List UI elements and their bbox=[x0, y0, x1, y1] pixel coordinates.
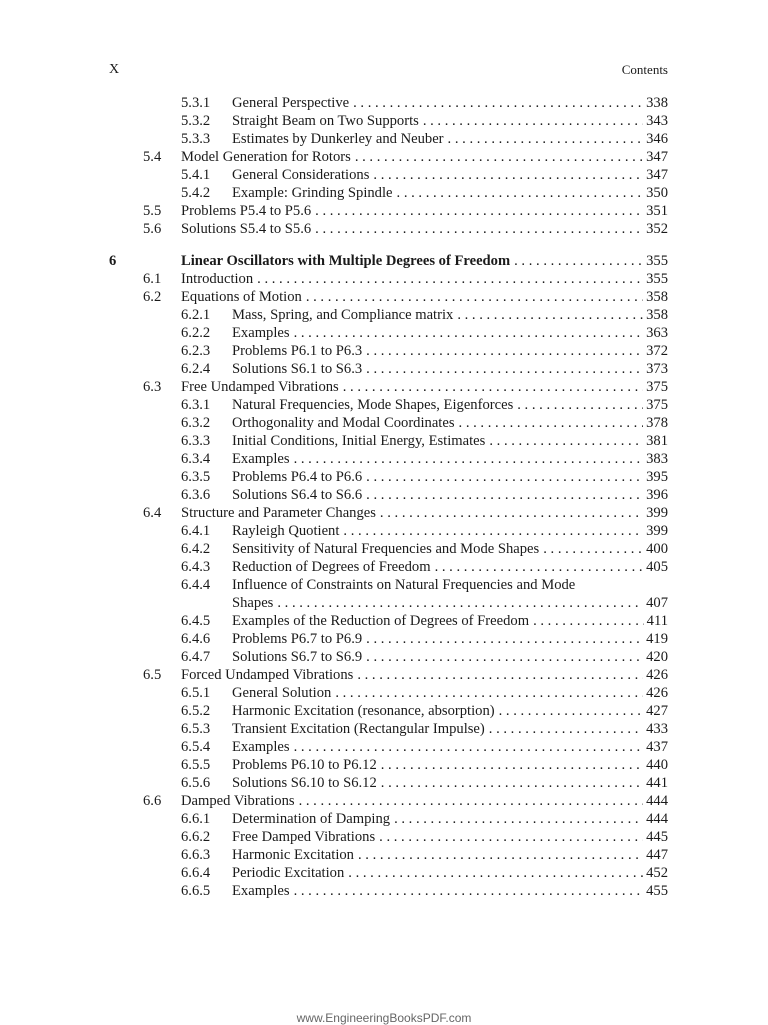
toc-entry-title: Transient Excitation (Rectangular Impulse) bbox=[232, 721, 485, 737]
toc-entry-line bbox=[232, 882, 668, 900]
toc-entry-line bbox=[232, 342, 668, 360]
toc-section-entry[interactable] bbox=[109, 270, 668, 288]
toc-entry-number: 6.4.5 bbox=[181, 613, 211, 629]
toc-entry-page: 350 bbox=[646, 185, 668, 201]
toc-entry-number: 5.5 bbox=[143, 203, 162, 219]
toc-entry-title: Examples bbox=[232, 325, 290, 341]
toc-dot-leader bbox=[448, 130, 644, 148]
toc-entry-page: 399 bbox=[646, 523, 668, 539]
toc-subsection-entry[interactable] bbox=[109, 648, 668, 666]
toc-entry-line bbox=[232, 828, 668, 846]
toc-entry-line bbox=[232, 810, 668, 828]
toc-entry-number: 6.6.2 bbox=[181, 829, 211, 845]
toc-dot-leader bbox=[489, 720, 643, 738]
toc-entry-title: Solutions S6.7 to S6.9 bbox=[232, 649, 363, 665]
toc-entry-line bbox=[232, 594, 668, 612]
toc-subsection-entry[interactable] bbox=[109, 630, 668, 648]
toc-entry-number: 6.2.4 bbox=[181, 361, 211, 377]
toc-subsection-entry[interactable] bbox=[109, 558, 668, 576]
toc-entry-title: Problems P6.10 to P6.12 bbox=[232, 757, 377, 773]
toc-dot-leader bbox=[514, 252, 643, 270]
toc-dot-leader bbox=[489, 432, 643, 450]
toc-entry-number: 6.6.3 bbox=[181, 847, 211, 863]
toc-dot-leader bbox=[294, 738, 644, 756]
toc-entry-number: 6.6.5 bbox=[181, 883, 211, 899]
toc-subsection-entry[interactable] bbox=[109, 130, 668, 148]
toc-entry-page: 396 bbox=[646, 487, 668, 503]
toc-entry-number: 6.5.2 bbox=[181, 703, 211, 719]
toc-entry-page: 358 bbox=[646, 289, 668, 305]
toc-entry-number: 5.4.2 bbox=[181, 185, 211, 201]
toc-entry-line bbox=[232, 558, 668, 576]
toc-subsection-entry[interactable] bbox=[109, 846, 668, 864]
toc-entry-page: 343 bbox=[646, 113, 668, 129]
toc-entry-page: 426 bbox=[646, 685, 668, 701]
toc-subsection-entry[interactable] bbox=[109, 342, 668, 360]
toc-entry-title: Examples bbox=[232, 739, 290, 755]
toc-entry-page: 338 bbox=[646, 95, 668, 111]
toc-entry-title: Problems P6.7 to P6.9 bbox=[232, 631, 363, 647]
toc-subsection-entry[interactable] bbox=[109, 324, 668, 342]
toc-entry-number: 6.4.2 bbox=[181, 541, 211, 557]
toc-entry-title: Periodic Excitation bbox=[232, 865, 345, 881]
toc-subsection-entry[interactable] bbox=[109, 396, 668, 414]
toc-dot-leader bbox=[343, 378, 643, 396]
toc-dot-leader bbox=[459, 414, 644, 432]
toc-dot-leader bbox=[366, 648, 643, 666]
toc-entry-line bbox=[232, 94, 668, 112]
toc-section-entry[interactable] bbox=[109, 378, 668, 396]
toc-dot-leader bbox=[366, 342, 643, 360]
toc-entry-line bbox=[232, 648, 668, 666]
toc-subsection-entry[interactable] bbox=[109, 94, 668, 112]
toc-entry-page: 347 bbox=[646, 167, 668, 183]
toc-dot-leader bbox=[379, 828, 643, 846]
toc-subsection-entry[interactable] bbox=[109, 828, 668, 846]
toc-entry-title: General Considerations bbox=[232, 167, 370, 183]
toc-entry-title: Example: Grinding Spindle bbox=[232, 185, 393, 201]
toc-subsection-entry[interactable] bbox=[109, 184, 668, 202]
toc-entry-number: 6.3.3 bbox=[181, 433, 211, 449]
toc-subsection-entry[interactable] bbox=[109, 522, 668, 540]
toc-dot-leader bbox=[435, 558, 644, 576]
toc-entry-line bbox=[232, 130, 668, 148]
toc-entry-page: 420 bbox=[646, 649, 668, 665]
toc-dot-leader bbox=[381, 756, 643, 774]
toc-subsection-entry[interactable] bbox=[109, 414, 668, 432]
toc-subsection-entry[interactable] bbox=[109, 306, 668, 324]
toc-entry-title: Model Generation for Rotors bbox=[181, 149, 351, 165]
toc-entry-page: 372 bbox=[646, 343, 668, 359]
toc-entry-line bbox=[181, 288, 668, 306]
toc-entry-title: Introduction bbox=[181, 271, 254, 287]
toc-entry-line bbox=[181, 666, 668, 684]
toc-entry-number: 5.3.2 bbox=[181, 113, 211, 129]
toc-entry-number: 6.2.3 bbox=[181, 343, 211, 359]
toc-entry-line bbox=[232, 702, 668, 720]
toc-entry-line bbox=[232, 846, 668, 864]
toc-dot-leader bbox=[358, 846, 643, 864]
toc-entry-line bbox=[232, 360, 668, 378]
toc-entry-number: 6.6.1 bbox=[181, 811, 211, 827]
watermark-url: www.EngineeringBooksPDF.com bbox=[296, 1011, 472, 1025]
toc-entry-number: 6.5.6 bbox=[181, 775, 211, 791]
toc-entry-line bbox=[181, 148, 668, 166]
toc-entry-page: 441 bbox=[646, 775, 668, 791]
toc-entry-line bbox=[232, 414, 668, 432]
toc-entry-line bbox=[181, 792, 668, 810]
toc-entry-number: 6.4.6 bbox=[181, 631, 211, 647]
toc-subsection-entry[interactable] bbox=[109, 450, 668, 468]
toc-entry-title: Examples bbox=[232, 451, 290, 467]
toc-entry-line bbox=[232, 774, 668, 792]
toc-entry-line bbox=[232, 324, 668, 342]
toc-entry-number: 6.4 bbox=[143, 505, 162, 521]
toc-entry-line bbox=[232, 738, 668, 756]
toc-entry-title: Straight Beam on Two Supports bbox=[232, 113, 419, 129]
toc-entry-title: Equations of Motion bbox=[181, 289, 302, 305]
toc-entry-line bbox=[181, 220, 668, 238]
toc-subsection-entry[interactable] bbox=[109, 720, 668, 738]
toc-dot-leader bbox=[294, 882, 644, 900]
toc-subsection-entry[interactable] bbox=[109, 166, 668, 184]
toc-entry-line bbox=[181, 378, 668, 396]
toc-entry-title: Determination of Damping bbox=[232, 811, 391, 827]
toc-section-entry[interactable] bbox=[109, 504, 668, 522]
toc-dot-leader bbox=[294, 324, 644, 342]
running-title: Contents bbox=[621, 62, 668, 77]
toc-entry-title: Forced Undamped Vibrations bbox=[181, 667, 354, 683]
toc-entry-line bbox=[232, 450, 668, 468]
toc-entry-title: Reduction of Degrees of Freedom bbox=[232, 559, 431, 575]
toc-entry-line bbox=[232, 306, 668, 324]
toc-subsection-entry[interactable] bbox=[109, 540, 668, 558]
toc-subsection-entry[interactable] bbox=[109, 468, 668, 486]
toc-entry-line bbox=[181, 270, 668, 288]
toc-entry-number: 5.3.1 bbox=[181, 95, 211, 111]
toc-dot-leader bbox=[348, 864, 643, 882]
toc-entry-page: 375 bbox=[646, 397, 668, 413]
toc-entry-title: Solutions S6.4 to S6.6 bbox=[232, 487, 363, 503]
toc-entry-line bbox=[232, 684, 668, 702]
toc-subsection-entry[interactable] bbox=[109, 810, 668, 828]
toc-subsection-entry[interactable] bbox=[109, 112, 668, 130]
toc-entry-page: 426 bbox=[646, 667, 668, 683]
toc-subsection-entry[interactable] bbox=[109, 684, 668, 702]
page-header bbox=[109, 62, 668, 82]
toc-entry-title: Problems P6.4 to P6.6 bbox=[232, 469, 363, 485]
toc-entry-line bbox=[232, 112, 668, 130]
toc-subsection-entry[interactable] bbox=[109, 774, 668, 792]
toc-entry-page: 399 bbox=[646, 505, 668, 521]
toc-dot-leader bbox=[397, 184, 644, 202]
toc-entry-title: Rayleigh Quotient bbox=[232, 523, 340, 539]
toc-entry-page: 433 bbox=[646, 721, 668, 737]
toc-entry-number: 6.5 bbox=[143, 667, 162, 683]
toc-entry-title: Natural Frequencies, Mode Shapes, Eigenforces bbox=[232, 397, 514, 413]
toc-entry-page: 378 bbox=[646, 415, 668, 431]
toc-entry-page: 363 bbox=[646, 325, 668, 341]
toc-dot-leader bbox=[366, 486, 643, 504]
toc-dot-leader bbox=[533, 612, 644, 630]
toc-entry-number: 5.4.1 bbox=[181, 167, 211, 183]
toc-entry-title: Examples of the Reduction of Degrees of Freedom bbox=[232, 613, 530, 629]
toc-dot-leader bbox=[366, 630, 643, 648]
toc-entry-number: 6.6 bbox=[143, 793, 162, 809]
toc-dot-leader bbox=[373, 166, 643, 184]
toc-dot-leader bbox=[277, 594, 643, 612]
toc-entry-number: 6.5.4 bbox=[181, 739, 211, 755]
toc-dot-leader bbox=[499, 702, 644, 720]
toc-entry-page: 400 bbox=[646, 541, 668, 557]
toc-entry-line bbox=[232, 540, 668, 558]
toc-dot-leader bbox=[366, 468, 643, 486]
toc-dot-leader bbox=[294, 450, 644, 468]
toc-entry-line bbox=[181, 504, 668, 522]
toc-subsection-entry[interactable] bbox=[109, 756, 668, 774]
toc-section-entry[interactable] bbox=[109, 666, 668, 684]
toc-subsection-entry[interactable] bbox=[109, 864, 668, 882]
toc-entry-title-continuation: Shapes bbox=[232, 595, 274, 611]
toc-entry-line bbox=[232, 630, 668, 648]
toc-entry-title: General Solution bbox=[232, 685, 332, 701]
toc-entry-line bbox=[232, 612, 668, 630]
toc-entry-page: 373 bbox=[646, 361, 668, 377]
toc-entry-title: Solutions S6.10 to S6.12 bbox=[232, 775, 377, 791]
toc-entry-title: Free Undamped Vibrations bbox=[181, 379, 339, 395]
toc-dot-leader bbox=[423, 112, 643, 130]
toc-entry-title: Initial Conditions, Initial Energy, Estimates bbox=[232, 433, 486, 449]
toc-subsection-entry[interactable] bbox=[109, 702, 668, 720]
toc-entry-number: 6.2.2 bbox=[181, 325, 211, 341]
table-of-contents bbox=[109, 94, 668, 900]
toc-entry-title: Damped Vibrations bbox=[181, 793, 295, 809]
toc-subsection-entry[interactable] bbox=[109, 486, 668, 504]
toc-entry-line bbox=[181, 252, 668, 270]
toc-entry-page: 346 bbox=[646, 131, 668, 147]
toc-entry-number: 5.4 bbox=[143, 149, 162, 165]
toc-subsection-entry[interactable] bbox=[109, 612, 668, 630]
toc-entry-page: 419 bbox=[646, 631, 668, 647]
toc-section-entry[interactable] bbox=[109, 202, 668, 220]
toc-subsection-entry[interactable] bbox=[109, 738, 668, 756]
toc-entry-line bbox=[232, 432, 668, 450]
toc-entry-number: 6.3 bbox=[143, 379, 162, 395]
toc-entry-title: Free Damped Vibrations bbox=[232, 829, 376, 845]
toc-entry-number: 6.4.3 bbox=[181, 559, 211, 575]
toc-entry-title: Solutions S5.4 to S5.6 bbox=[181, 221, 312, 237]
toc-section-entry[interactable] bbox=[109, 148, 668, 166]
toc-entry-line bbox=[232, 864, 668, 882]
toc-dot-leader bbox=[381, 774, 643, 792]
toc-entry-line bbox=[232, 486, 668, 504]
toc-dot-leader bbox=[315, 202, 643, 220]
toc-entry-number: 6.2.1 bbox=[181, 307, 211, 323]
toc-entry-title: General Perspective bbox=[232, 95, 350, 111]
toc-entry-number: 6.3.6 bbox=[181, 487, 211, 503]
toc-entry-title: Problems P6.1 to P6.3 bbox=[232, 343, 363, 359]
toc-dot-leader bbox=[343, 522, 643, 540]
toc-entry-title: Examples bbox=[232, 883, 290, 899]
toc-dot-leader bbox=[355, 148, 643, 166]
toc-entry-page: 445 bbox=[646, 829, 668, 845]
toc-entry-page: 407 bbox=[646, 595, 668, 611]
toc-entry-line bbox=[232, 720, 668, 738]
toc-entry-number: 6 bbox=[109, 253, 117, 269]
toc-entry-number: 6.3.1 bbox=[181, 397, 211, 413]
toc-subsection-entry[interactable] bbox=[109, 882, 668, 900]
toc-entry-title: Harmonic Excitation (resonance, absorption) bbox=[232, 703, 495, 719]
toc-subsection-entry[interactable] bbox=[109, 360, 668, 378]
toc-entry-number: 6.6.4 bbox=[181, 865, 211, 881]
toc-entry-number: 6.5.1 bbox=[181, 685, 211, 701]
toc-section-entry[interactable] bbox=[109, 288, 668, 306]
toc-entry-page: 347 bbox=[646, 149, 668, 165]
toc-entry-page: 444 bbox=[646, 793, 668, 809]
toc-entry-number: 6.3.5 bbox=[181, 469, 211, 485]
toc-entry-number: 5.6 bbox=[143, 221, 162, 237]
toc-entry-page: 411 bbox=[646, 613, 668, 629]
toc-entry-page: 427 bbox=[646, 703, 668, 719]
toc-entry-line bbox=[232, 396, 668, 414]
toc-dot-leader bbox=[366, 360, 643, 378]
toc-entry-page: 355 bbox=[646, 271, 668, 287]
toc-entry-line bbox=[232, 522, 668, 540]
toc-dot-leader bbox=[380, 504, 643, 522]
toc-dot-leader bbox=[299, 792, 644, 810]
toc-dot-leader bbox=[335, 684, 643, 702]
toc-entry-number: 6.5.5 bbox=[181, 757, 211, 773]
toc-subsection-entry[interactable] bbox=[109, 576, 668, 594]
toc-dot-leader bbox=[517, 396, 643, 414]
toc-entry-page: 375 bbox=[646, 379, 668, 395]
toc-entry-title: Estimates by Dunkerley and Neuber bbox=[232, 131, 444, 147]
toc-entry-page: 351 bbox=[646, 203, 668, 219]
toc-entry-number: 6.1 bbox=[143, 271, 162, 287]
toc-entry-number: 6.3.2 bbox=[181, 415, 211, 431]
toc-entry-page: 447 bbox=[646, 847, 668, 863]
toc-entry-page: 440 bbox=[646, 757, 668, 773]
toc-entry-title: Mass, Spring, and Compliance matrix bbox=[232, 307, 454, 323]
toc-entry-page: 395 bbox=[646, 469, 668, 485]
toc-entry-page: 383 bbox=[646, 451, 668, 467]
toc-entry-number: 6.3.4 bbox=[181, 451, 211, 467]
toc-entry-line bbox=[232, 166, 668, 184]
toc-entry-page: 355 bbox=[646, 253, 668, 269]
toc-entry-number: 6.2 bbox=[143, 289, 162, 305]
toc-dot-leader bbox=[543, 540, 643, 558]
toc-entry-title: Solutions S6.1 to S6.3 bbox=[232, 361, 363, 377]
toc-dot-leader bbox=[315, 220, 643, 238]
toc-entry-number: 6.5.3 bbox=[181, 721, 211, 737]
toc-subsection-entry[interactable] bbox=[109, 432, 668, 450]
toc-entry-page: 381 bbox=[646, 433, 668, 449]
toc-entry-continuation[interactable] bbox=[109, 594, 668, 612]
toc-section-entry[interactable] bbox=[109, 792, 668, 810]
toc-entry-title: Linear Oscillators with Multiple Degrees of Freedom bbox=[181, 253, 511, 269]
page-number-roman: X bbox=[109, 62, 120, 77]
toc-entry-page: 444 bbox=[646, 811, 668, 827]
toc-entry-title: Harmonic Excitation bbox=[232, 847, 354, 863]
toc-entry-title: Structure and Parameter Changes bbox=[181, 505, 376, 521]
toc-dot-leader bbox=[306, 288, 643, 306]
toc-entry-number: 6.4.4 bbox=[181, 577, 211, 593]
toc-dot-leader bbox=[257, 270, 643, 288]
toc-dot-leader bbox=[457, 306, 643, 324]
toc-entry-page: 452 bbox=[646, 865, 668, 881]
toc-entry-line bbox=[232, 756, 668, 774]
toc-entry-title: Orthogonality and Modal Coordinates bbox=[232, 415, 455, 431]
toc-entry-line bbox=[181, 202, 668, 220]
toc-chapter-entry[interactable] bbox=[109, 252, 668, 270]
toc-dot-leader bbox=[357, 666, 643, 684]
toc-entry-page: 405 bbox=[646, 559, 668, 575]
toc-dot-leader bbox=[353, 94, 643, 112]
toc-entry-number: 5.3.3 bbox=[181, 131, 211, 147]
toc-entry-line bbox=[232, 184, 668, 202]
toc-entry-line bbox=[232, 468, 668, 486]
toc-entry-number: 6.4.7 bbox=[181, 649, 211, 665]
toc-entry-title: Influence of Constraints on Natural Frequencies and Mode bbox=[232, 577, 576, 593]
toc-entry-number: 6.4.1 bbox=[181, 523, 211, 539]
toc-section-entry[interactable] bbox=[109, 220, 668, 238]
toc-entry-title: Sensitivity of Natural Frequencies and Mode Shapes bbox=[232, 541, 540, 557]
toc-entry-page: 455 bbox=[646, 883, 668, 899]
toc-entry-page: 352 bbox=[646, 221, 668, 237]
toc-entry-title: Problems P5.4 to P5.6 bbox=[181, 203, 312, 219]
toc-entry-page: 437 bbox=[646, 739, 668, 755]
toc-dot-leader bbox=[394, 810, 643, 828]
toc-entry-page: 358 bbox=[646, 307, 668, 323]
